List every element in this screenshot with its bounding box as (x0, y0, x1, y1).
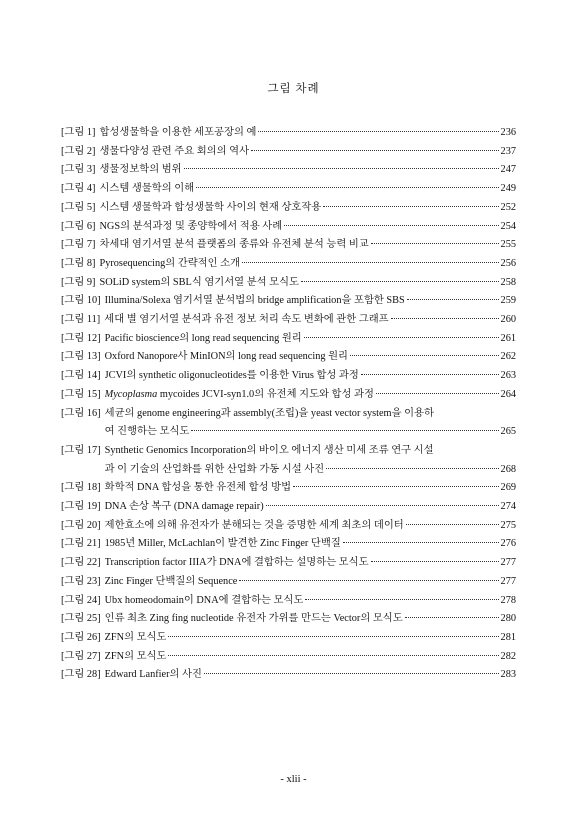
figure-caption: DNA 손상 복구 (DNA damage repair) (104, 501, 264, 513)
page-ref: 263 (500, 370, 516, 382)
page-number: - xlii - (280, 774, 307, 785)
entry-line (105, 386, 516, 405)
figure-label: [그림 27] (61, 650, 101, 662)
figure-caption: 여 진행하는 모식도 (104, 426, 190, 438)
page-ref: 283 (500, 669, 516, 681)
toc-entry[interactable] (61, 648, 516, 667)
dot-leader (304, 337, 499, 338)
page-ref: 277 (500, 575, 516, 587)
entry-line (105, 330, 516, 349)
entry-line (99, 180, 516, 199)
entry-body (105, 330, 516, 349)
entry-body (105, 666, 516, 685)
toc-entry[interactable] (61, 405, 516, 442)
toc-entry[interactable] (61, 610, 516, 629)
entry-body (99, 218, 516, 237)
dot-leader (407, 299, 499, 300)
entry-line (99, 199, 516, 218)
entry-body (99, 143, 516, 162)
page-ref: 265 (500, 426, 516, 438)
entry-line (105, 442, 516, 461)
figure-label: [그림 10] (61, 295, 101, 307)
toc-entry[interactable] (61, 236, 516, 255)
entry-line (99, 161, 516, 180)
figure-caption: 인류 최초 Zing fing nucleotide 유전자 가위를 만드는 Vector의 모식도 (104, 613, 403, 625)
page-ref: 259 (500, 295, 516, 307)
figure-label: [그림 4] (61, 183, 96, 195)
dot-leader (361, 374, 499, 375)
entry-line (105, 461, 516, 480)
figure-label: [그림 11] (61, 314, 101, 326)
page-ref: 258 (500, 276, 516, 288)
toc-entry[interactable] (61, 386, 516, 405)
entry-line (105, 554, 516, 573)
figure-caption: ZFN의 모식도 (104, 631, 167, 643)
dot-leader (168, 636, 498, 637)
entry-body (105, 405, 516, 442)
figure-label: [그림 3] (61, 164, 96, 176)
dot-leader (293, 486, 499, 487)
page-ref: 281 (500, 631, 516, 643)
entry-body (99, 255, 516, 274)
entry-body (105, 442, 516, 479)
page-ref: 262 (500, 351, 516, 363)
dot-leader (184, 168, 499, 169)
figure-label: [그림 18] (61, 482, 101, 494)
dot-leader (258, 131, 498, 132)
page-ref: 276 (500, 538, 516, 550)
figure-caption: 생물정보학의 범위 (99, 164, 182, 176)
toc-entry[interactable] (61, 292, 516, 311)
entry-body (99, 161, 516, 180)
figure-caption: Pyrosequencing의 간략적인 소개 (99, 257, 241, 269)
dot-leader (323, 206, 498, 207)
entry-line (105, 292, 516, 311)
toc-entry[interactable] (61, 255, 516, 274)
entry-line (105, 405, 516, 424)
entry-body (99, 199, 516, 218)
page-ref: 268 (500, 463, 516, 475)
toc-entry[interactable] (61, 311, 516, 330)
page-ref: 278 (500, 594, 516, 606)
figure-caption: 화학적 DNA 합성을 통한 유전체 합성 방법 (104, 482, 292, 494)
dot-leader (371, 243, 499, 244)
page-ref: 277 (500, 557, 516, 569)
page-ref: 254 (500, 220, 516, 232)
dot-leader (350, 355, 499, 356)
figure-caption: Illumina/Solexa 염기서열 분석법의 bridge amplification을 포함한 SBS (104, 295, 405, 307)
dot-leader (196, 187, 498, 188)
figure-label: [그림 23] (61, 575, 101, 587)
entry-body (99, 124, 516, 143)
entry-line (105, 517, 516, 536)
page-ref: 274 (500, 501, 516, 513)
figure-caption: Synthetic Genomics Incorporation의 바이오 에너지 생산 미세 조류 연구 시설 (104, 444, 434, 456)
page-ref: 280 (500, 613, 516, 625)
dot-leader (301, 281, 499, 282)
page-ref: 255 (500, 239, 516, 251)
toc-entry[interactable] (61, 348, 516, 367)
figure-label: [그림 21] (61, 538, 101, 550)
entry-line (105, 648, 516, 667)
toc-entry[interactable] (61, 124, 516, 143)
figure-label: [그림 15] (61, 388, 101, 400)
page-ref: 247 (500, 164, 516, 176)
figure-caption (105, 386, 374, 405)
toc-entry[interactable] (61, 143, 516, 162)
figure-label: [그림 24] (61, 594, 101, 606)
caption-rest: mycoides JCVI-syn1.0의 유전체 지도와 합성 과정 (157, 388, 374, 400)
page-ref: 256 (500, 257, 516, 269)
entry-body (105, 629, 516, 648)
toc-entry[interactable] (61, 535, 516, 554)
figure-label: [그림 19] (61, 501, 101, 513)
figure-label: [그림 9] (61, 276, 96, 288)
figure-label: [그림 8] (61, 257, 96, 269)
figure-caption: 합성생물학을 이용한 세포공장의 예 (99, 127, 257, 138)
entry-body (105, 573, 516, 592)
toc-entry[interactable] (61, 517, 516, 536)
entry-line (104, 311, 516, 330)
entry-line (99, 218, 516, 237)
page-ref: 260 (500, 314, 516, 326)
toc-entry[interactable] (61, 330, 516, 349)
dot-leader (343, 542, 499, 543)
entry-line (105, 573, 516, 592)
toc-entry[interactable] (61, 629, 516, 648)
dot-leader (251, 150, 499, 151)
entry-body (99, 274, 516, 293)
dot-leader (168, 655, 498, 656)
figure-label: [그림 13] (61, 351, 101, 363)
toc-entry[interactable] (61, 367, 516, 386)
dot-leader (204, 673, 499, 674)
figure-caption: Zinc Finger 단백질의 Sequence (104, 575, 238, 587)
figure-label: [그림 16] (61, 407, 101, 419)
dot-leader (371, 561, 499, 562)
page-ref: 264 (500, 388, 516, 400)
entry-body (105, 386, 516, 405)
entry-body (105, 479, 516, 498)
toc-entry[interactable] (61, 274, 516, 293)
entry-body (105, 554, 516, 573)
figure-caption: SOLiD system의 SBL식 염기서열 분석 모식도 (99, 276, 300, 288)
figure-caption: ZFN의 모식도 (104, 650, 167, 662)
page-ref: 269 (500, 482, 516, 494)
figure-caption: 과 이 기술의 산업화를 위한 산업화 가동 시설 사진 (104, 463, 325, 475)
toc-entry[interactable] (61, 554, 516, 573)
entry-line (99, 143, 516, 162)
figure-caption: 1985년 Miller, McLachlan이 발견한 Zinc Finger 단백질 (104, 538, 341, 550)
entry-body (104, 311, 516, 330)
figure-label: [그림 28] (61, 669, 101, 681)
entry-line (105, 348, 516, 367)
figure-label: [그림 26] (61, 631, 101, 643)
toc-entry[interactable] (61, 479, 516, 498)
entry-body (105, 292, 516, 311)
page-ref: 237 (500, 145, 516, 157)
figure-label: [그림 2] (61, 145, 96, 157)
figure-label: [그림 20] (61, 519, 101, 531)
figure-label: [그림 22] (61, 557, 101, 569)
page-ref: 261 (500, 332, 516, 344)
figure-caption: Ubx homeodomain이 DNA에 결합하는 모식도 (104, 594, 304, 606)
figure-caption: 세균의 genome engineering과 assembly(조립)을 yeast vector system을 이용하 (104, 407, 434, 419)
toc-entry[interactable] (61, 573, 516, 592)
toc-entry[interactable] (61, 218, 516, 237)
page-ref: 275 (500, 519, 516, 531)
figure-caption: NGS의 분석과정 및 종양학에서 적용 사례 (99, 220, 283, 232)
entry-body (105, 648, 516, 667)
figure-label: [그림 25] (61, 613, 101, 625)
italic-term: Mycoplasma (104, 388, 158, 400)
toc-entry[interactable] (61, 180, 516, 199)
figure-caption: Transcription factor IIIA가 DNA에 결합하는 설명하는 모식도 (104, 557, 369, 569)
figure-label: [그림 6] (61, 220, 96, 232)
figure-label: [그림 14] (61, 370, 101, 382)
entry-line (105, 423, 516, 442)
entry-line (105, 479, 516, 498)
figure-caption: 제한효소에 의해 유전자가 분해되는 것을 증명한 세계 최초의 데이터 (104, 519, 404, 531)
entry-body (105, 348, 516, 367)
entry-line (99, 255, 516, 274)
entry-body (99, 180, 516, 199)
figure-caption: JCVI의 synthetic oligonucleotides를 이용한 Virus 합성 과정 (104, 370, 359, 382)
dot-leader (391, 318, 499, 319)
entry-body (105, 517, 516, 536)
figure-caption: 시스템 생물학과 합성생물학 사이의 현재 상호작용 (99, 201, 322, 213)
entry-line (105, 498, 516, 517)
figure-label: [그림 5] (61, 201, 96, 213)
entry-line (105, 629, 516, 648)
figure-caption: 생물다양성 관련 주요 회의의 역사 (99, 145, 250, 157)
toc-entry[interactable] (61, 498, 516, 517)
entry-line (105, 367, 516, 386)
dot-leader (405, 617, 499, 618)
entry-line (99, 124, 516, 143)
figure-caption: 시스템 생물학의 이해 (99, 183, 195, 195)
page-ref: 252 (500, 201, 516, 213)
figure-caption: Oxford Nanopore사 MinION의 long read sequencing 원리 (104, 351, 349, 363)
dot-leader (242, 262, 499, 263)
entry-line (105, 592, 516, 611)
dot-leader (376, 393, 499, 394)
figure-caption: Pacific bioscience의 long read sequencing 원리 (104, 332, 302, 344)
dot-leader (305, 599, 498, 600)
entry-line (105, 666, 516, 685)
figure-label: [그림 1] (61, 127, 96, 138)
toc-entry[interactable] (61, 199, 516, 218)
dot-leader (191, 430, 498, 431)
figure-caption: Edward Lanfier의 사진 (104, 669, 202, 681)
toc-entry[interactable] (61, 161, 516, 180)
entry-body (99, 236, 516, 255)
dot-leader (266, 505, 499, 506)
figure-caption: 차세대 염기서열 분석 플랫폼의 종류와 유전체 분석 능력 비교 (99, 239, 369, 251)
entry-line (99, 274, 516, 293)
dot-leader (326, 468, 498, 469)
dot-leader (284, 225, 498, 226)
entry-body (105, 610, 516, 629)
figure-label: [그림 17] (61, 444, 101, 456)
entry-body (105, 498, 516, 517)
entry-body (105, 592, 516, 611)
entry-line (99, 236, 516, 255)
page-ref: 249 (500, 183, 516, 195)
figure-label: [그림 7] (61, 239, 96, 251)
figure-label: [그림 12] (61, 332, 101, 344)
page-ref: 236 (500, 127, 516, 138)
entry-body (105, 535, 516, 554)
dot-leader (406, 524, 499, 525)
toc-entry[interactable] (61, 442, 516, 479)
entry-line (105, 535, 516, 554)
dot-leader (239, 580, 498, 581)
figure-list (61, 124, 516, 685)
figure-caption: 세대 별 염기서열 분석과 유전 정보 처리 속도 변화에 관한 그래프 (104, 314, 389, 326)
toc-entry[interactable] (61, 592, 516, 611)
page-ref: 282 (500, 650, 516, 662)
entry-line (105, 610, 516, 629)
page-title: 그림 차례 (267, 83, 320, 95)
toc-entry[interactable] (61, 666, 516, 685)
entry-body (105, 367, 516, 386)
